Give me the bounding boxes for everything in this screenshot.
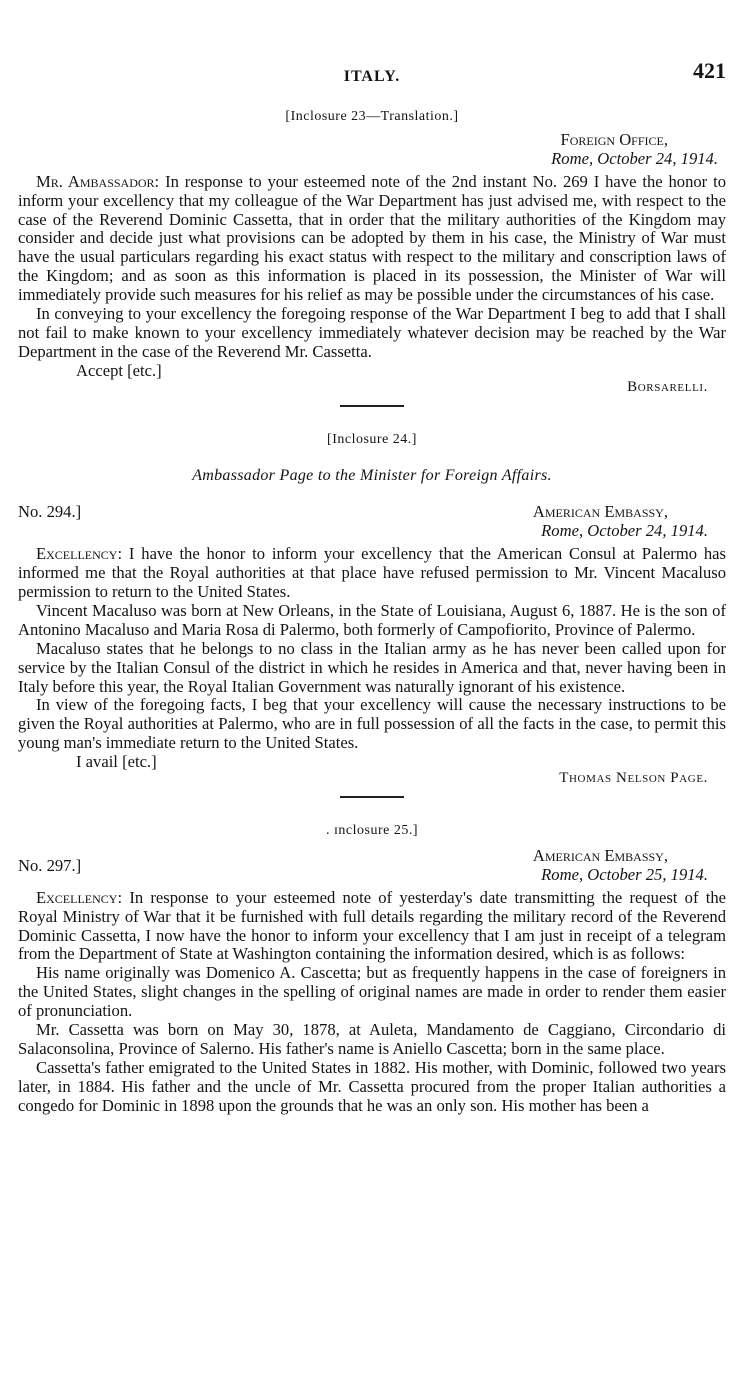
paragraph: His name originally was Domenico A. Cascetta; but as frequently happens in the case of foreigners in the United States, slight changes in the spelling of original names are made in order to render them easier of pronunciation.	[18, 963, 726, 1021]
inclosure-25	[18, 822, 726, 1116]
sender-block	[533, 503, 726, 541]
inclosure-24	[18, 431, 726, 788]
inclosure-heading: [Inclosure 23—Translation.]	[285, 109, 459, 124]
divider	[340, 796, 404, 798]
dateline: Rome, October 24, 1914.	[541, 521, 708, 541]
letter-header	[18, 847, 726, 885]
sender-block	[533, 847, 726, 885]
paragraph	[18, 889, 726, 965]
running-header	[18, 58, 726, 92]
letter-number: No. 294.]	[18, 502, 82, 522]
salutation: Mr. Ambassador:	[36, 171, 160, 191]
paragraph: Vincent Macaluso was born at New Orleans, in the State of Louisiana, August 6, 1887. He is the son of Antonino Macaluso and Maria Rosa di Palermo, both formerly of Campofiorito, Province of Palermo.	[18, 600, 726, 639]
paragraph-text: In response to your esteemed note of yesterday's date transmitting the request of the Royal Ministry of War that it be furnished with full details regarding the military record of the Reverend Dominic Cassetta, I now have the honor to inform your excellency that I am just in receipt of a telegram from the Department of State at Washington containing the information desired, which is as follows:	[18, 887, 726, 964]
paragraph: Cassetta's father emigrated to the United States in 1882. His mother, with Dominic, followed two years later, in 1884. His father and the uncle of Mr. Cassetta procured from the proper Italian authorities a congedo for Dominic in 1898 upon the grounds that he was an only son. His mother has been a	[18, 1057, 726, 1115]
paragraph: In conveying to your excellency the foregoing response of the War Department I beg to add that I shall not fail to make known to your excellency immediately whatever decision may be reached by the War Department in the case of the Reverend Mr. Cassetta.	[18, 304, 726, 361]
letter-number: No. 297.]	[18, 855, 82, 875]
paragraph	[18, 173, 726, 305]
inclosure-23	[18, 108, 726, 397]
divider	[340, 405, 404, 407]
paragraph: In view of the foregoing facts, I beg that your excellency will cause the necessary instructions to be given the Royal authorities at Palermo, who are in full possession of all the facts in the case, to permit this young man's immediate return to the United States.	[18, 695, 726, 753]
letter-header	[18, 503, 726, 541]
inclosure-heading: . ɪnclosure 25.]	[326, 823, 418, 838]
signature: Thomas Nelson Page.	[559, 770, 708, 787]
closing: Accept [etc.]	[76, 360, 162, 380]
paragraph: Macaluso states that he belongs to no class in the Italian army as he has never been called upon for service by the Italian Consul of the district in which he resides in America and that, never having been in Italy before this year, the Royal Italian Government was naturally ignorant of his existence.	[18, 638, 726, 696]
closing: I avail [etc.]	[76, 752, 157, 772]
paragraph: Mr. Cassetta was born on May 30, 1878, at Auleta, Mandamento de Caggiano, Circondario di Salaconsolina, Province of Salerno. His father's name is Aniello Cascetta; born in the same place.	[18, 1020, 726, 1058]
salutation: Excellency:	[36, 887, 123, 907]
paragraph-text: In response to your esteemed note of the 2nd instant No. 269 I have the honor to inform your excellency that my colleague of the War Department has just advised me, with respect to the case of the Reverend Dominic Cassetta, that in order that the military authorities of the Kingdom may consider and decide just what provisions can be adopted by them in his case, the Ministry of War must have the usual particulars regarding his exact status with respect to the military and conscription laws of the Kingdom; and as soon as this information is placed in its possession, the Minister of War will immediately provide such measures for his relief as may be possible under the circumstances of his case.	[18, 171, 726, 305]
salutation: Excellency:	[36, 544, 123, 564]
sender-block	[18, 131, 726, 169]
page-number: 421	[693, 58, 726, 83]
signature: Borsarelli.	[627, 378, 708, 395]
letter-title: Ambassador Page to the Minister for Foreign Affairs.	[192, 466, 552, 484]
dateline: Rome, October 25, 1914.	[541, 864, 708, 884]
inclosure-heading: [Inclosure 24.]	[327, 431, 417, 447]
dateline: Rome, October 24, 1914.	[551, 148, 718, 168]
document-page	[18, 58, 726, 1116]
sender: American Embassy,	[532, 502, 668, 522]
paragraph-text: I have the honor to inform your excellency that the American Consul at Palermo has informed me that the Royal authorities at that place have refused permission to Mr. Vincent Macaluso permission to return to the United States.	[18, 544, 726, 602]
sender: American Embassy,	[532, 845, 668, 865]
paragraph	[18, 545, 726, 602]
sender: Foreign Office,	[560, 129, 668, 149]
running-title: ITALY.	[343, 68, 401, 85]
